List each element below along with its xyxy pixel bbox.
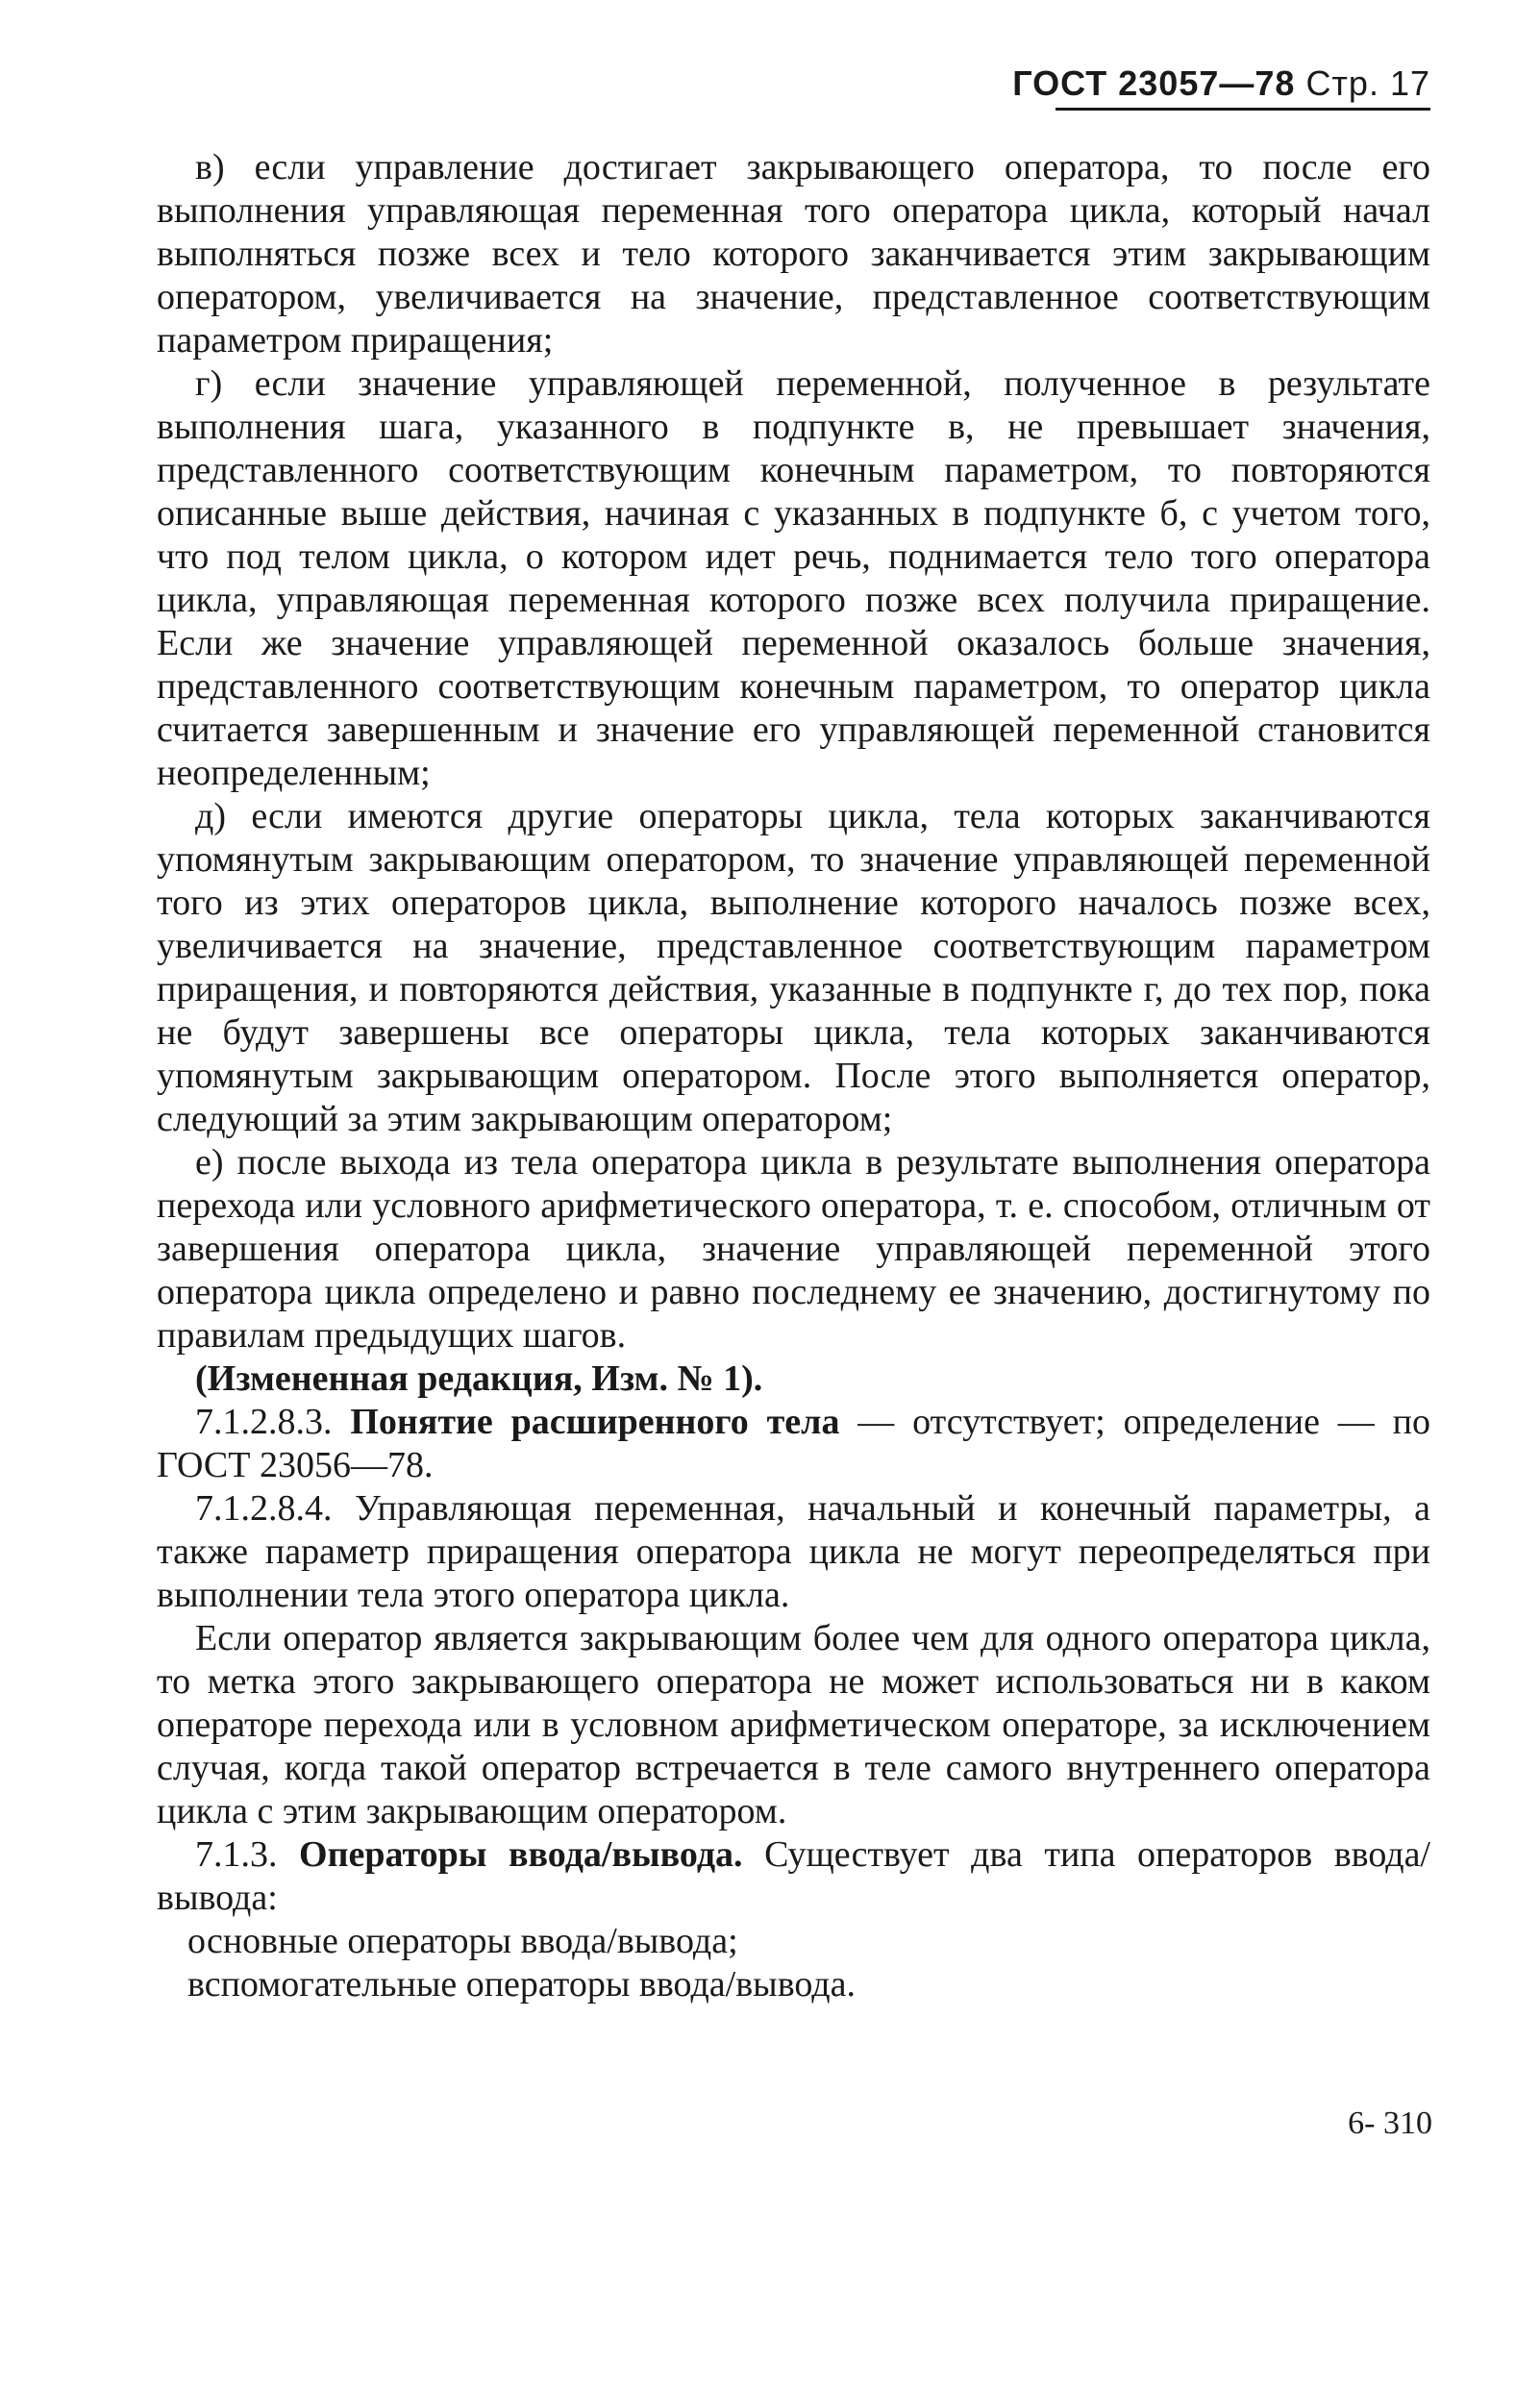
section-7-1-2-8-4-continued: Если оператор является закрывающим более чем для одного оператора цикла, то метка этого закрывающего оператора не может использоваться ни в каком операторе перехода или в условном арифметическом операторе, за исключением случая, когда такой оператор встречается в теле самого внутреннего оператора цикла с этим закрывающим оператором.: [157, 1618, 1430, 1831]
paragraph-g: г) если значение управляющей переменной, полученное в результате выполнения шага, указанного в подпункте в, не превышает значения, представленного соответствующим конечным параметром, то повторяются описанные выше действия, начиная с указанных в подпункте б, с учетом того, что под телом цикла, о котором идет речь, поднимается тело того оператора цикла, управляющая переменная которого позже всех получила приращение. Если же значение управляющей переменной оказалось больше значения, представленного соответствующим конечным параметром, то оператор цикла считается завершенным и значение его управляющей переменной становится неопределенным;: [157, 363, 1430, 793]
page-number: Стр. 17: [1305, 63, 1430, 103]
paragraph-v: в) если управление достигает закрывающего оператора, то после его выполнения управляющая переменная того оператора цикла, который начал выполняться позже всех и тело которого заканчивается этим закрывающим оператором, увеличивается на значение, представленное соответствующим параметром приращения;: [157, 147, 1430, 361]
section-title: Операторы ввода/вывода.: [299, 1834, 743, 1875]
section-title: Понятие расширенного тела: [350, 1402, 840, 1442]
section-text: Существует два типа операторов ввода/вывода:: [157, 1834, 1430, 1918]
standard-number: ГОСТ 23057—78: [1012, 63, 1296, 103]
list-item: основные операторы ввода/вывода;: [187, 1921, 738, 1961]
section-text: — отсутствует; определение — по ГОСТ 23056—78.: [157, 1402, 1430, 1485]
section-number: 7.1.2.8.3.: [195, 1402, 333, 1442]
paragraph-d: д) если имеются другие операторы цикла, тела которых заканчиваются упомянутым закрывающим оператором, то значение управляющей переменной того из этих операторов цикла, выполнение которого началось позже всех, увеличивается на значение, представленное соответствующим параметром приращения, и повторяются действия, указанные в подпункте г, до тех пор, пока не будут завершены все операторы цикла, тела которых заканчиваются упомянутым закрывающим оператором. После этого выполняется оператор, следующий за этим закрывающим оператором;: [157, 796, 1430, 1139]
section-7-1-2-8-4: 7.1.2.8.4. Управляющая переменная, начальный и конечный параметры, а также параметр приращения оператора цикла не могут переопределяться при выполнении тела этого оператора цикла.: [157, 1488, 1430, 1615]
page-header: [961, 63, 1430, 104]
amendment-note: (Измененная редакция, Изм. № 1).: [195, 1358, 763, 1399]
section-number: 7.1.3.: [195, 1834, 278, 1875]
body-text: [157, 146, 1430, 2006]
print-signature: 6- 310: [1348, 2105, 1432, 2141]
section-7-1-3: [157, 1833, 1430, 1920]
section-7-1-2-8-3: [157, 1401, 1430, 1487]
list-item: вспомогательные операторы ввода/вывода.: [187, 1964, 856, 2005]
paragraph-e: е) после выхода из тела оператора цикла в результате выполнения оператора перехода или условного арифметического оператора, т. е. способом, отличным от завершения оператора цикла, значение управляющей переменной этого оператора цикла определено и равно последнему ее значению, достигнутому по правилам предыдущих шагов.: [157, 1142, 1430, 1356]
header-rule: [1056, 108, 1430, 111]
